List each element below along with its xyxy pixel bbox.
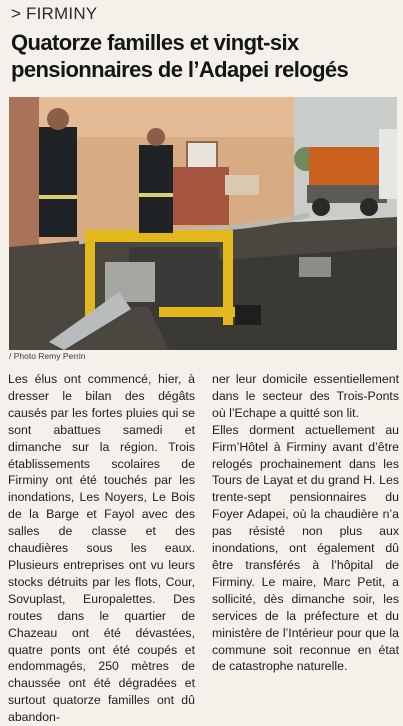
news-photo xyxy=(9,97,397,350)
section-kicker: > FIRMINY xyxy=(11,4,98,23)
headline-line-2: pensionnaires de l’Adapei relogés xyxy=(11,57,349,82)
photo-credit: / Photo Remy Perrin xyxy=(9,351,86,361)
paragraph: Les élus ont commencé, hier, à dresser le bilan des dégâts causés par les fortes pluies qui se sont abattues samedi et dimanche sur la région. Trois établissements scolaires de Firminy ont été touchés par les inondations, Les Noyers, Le Bois de la Barge et Fayol avec des salles de classe et des chaudières sous les eaux. Plusieurs entreprises ont vu leurs stocks détruits par les flots, Cour, Sovuplast, Europalettes. Des routes dans le quartier de Chazeau ont été dévastées, quatre ponts ont été coupés et endommagés, 250 mètres de chaussée ont été dégradées et surtout quatorze familles ont dû abandon- xyxy=(8,372,195,725)
paragraph: ner leur domicile essentiellement dans le secteur des Trois-Ponts où l’Echape a quitté son lit. xyxy=(212,372,399,420)
article-column-right xyxy=(212,371,399,675)
article-column-left xyxy=(8,371,195,726)
paragraph: Elles dorment actuellement au Firm’Hôtel à Firminy avant d’être relogés prochainement dans les Tours de Layat et du grand H. Les trente-sept pensionnaires du Foyer Adapei, où la chaudière n’a pas résisté non plus aux inondations, ont également dû être transférés à l’hôpital de Firminy. Le maire, Marc Petit, a sollicité, dès dimanche soir, les services de la préfecture et du ministère de l’Intérieur pour que la commune soit reconnue en état de catastrophe naturelle. xyxy=(212,422,399,674)
headline-line-1: Quatorze familles et vingt-six xyxy=(11,30,299,55)
headline xyxy=(11,29,396,83)
photo-illustration xyxy=(9,97,397,350)
